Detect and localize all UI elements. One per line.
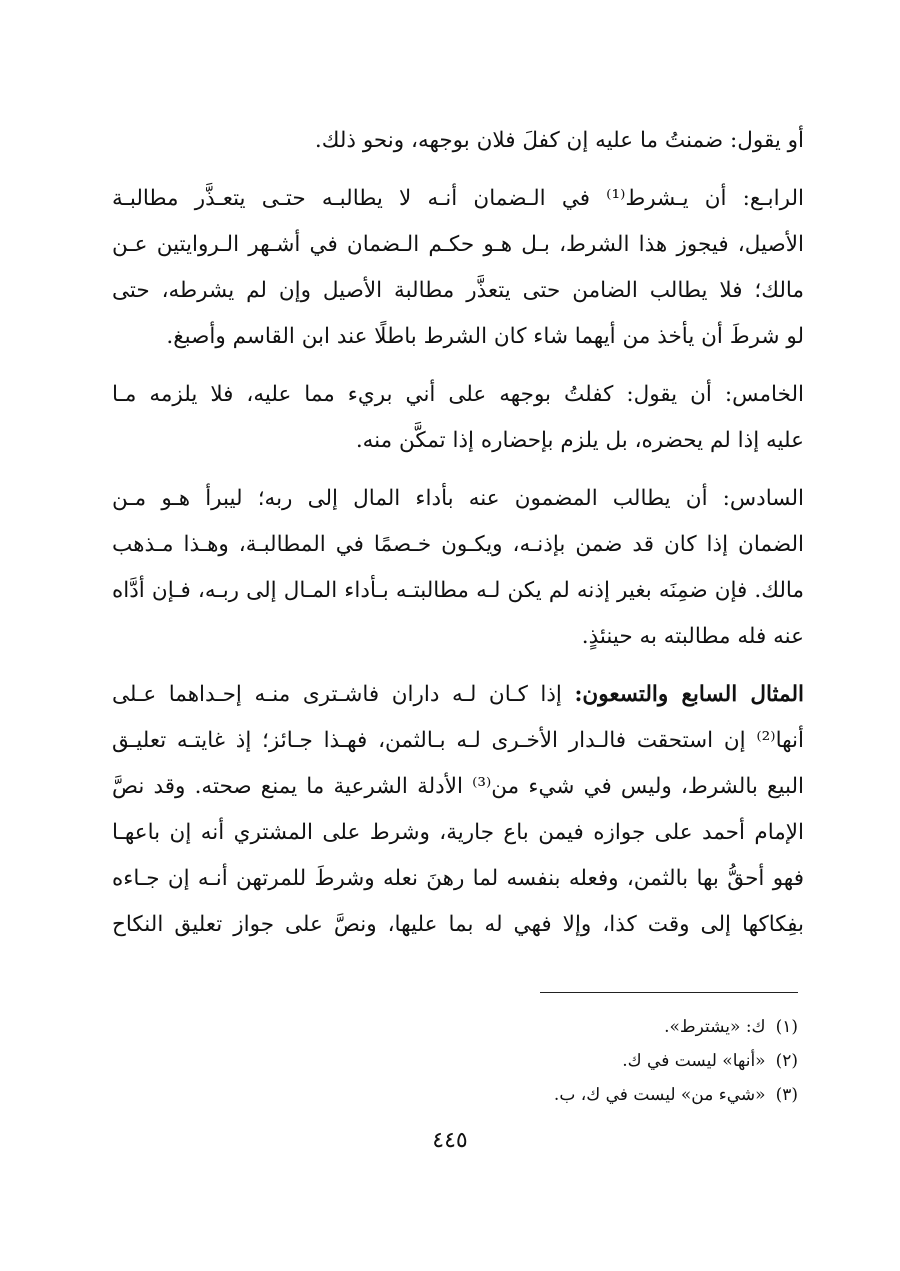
paragraph-5 [112, 672, 804, 948]
paragraph-2 [112, 176, 804, 360]
footnote-text: «أنها» ليست في ك. [622, 1051, 766, 1071]
footnote-text: ك: «يشترط». [664, 1017, 766, 1037]
text-line: الرابـع: أن يـشرط⁽¹⁾ في الـضمان أنـه لا يطالبـه حتـى يتعـذَّر مطالبـة [112, 186, 804, 211]
footnote-divider [540, 992, 798, 993]
footnote-2 [300, 1044, 798, 1078]
footnote-number: (١) [775, 1017, 798, 1037]
footnotes [300, 1010, 798, 1112]
text-line: عليه إذا لم يحضره، بل يلزم بإحضاره إذا تمكَّن منه. [355, 428, 804, 453]
paragraph-1 [112, 118, 804, 164]
text-line: لو شرطَ أن يأخذ من أيهما شاء كان الشرط باطلًا عند ابن القاسم وأصبغ. [166, 324, 804, 349]
footnote-number: (٣) [775, 1085, 798, 1105]
text-line: الخامس: أن يقول: كفلتُ بوجهه على أني بريء مما عليه، فلا يلزمه مـا [112, 382, 804, 407]
paragraph-4 [112, 476, 804, 660]
text-line: مالك. فإن ضمِنَه بغير إذنه لم يكن لـه مطالبتـه بـأداء المـال إلى ربـه، فـإن أدَّاه [112, 578, 804, 603]
paragraph-3 [112, 372, 804, 464]
section-heading: المثال السابع والتسعون: [574, 682, 804, 707]
text-line-rest: إذا كـان لـه داران فاشـترى منـه إحـداهما عـلى [112, 682, 575, 707]
footnote-3 [300, 1078, 798, 1112]
main-text [112, 118, 804, 948]
footnote-number: (٢) [775, 1051, 798, 1071]
footnote-1 [300, 1010, 798, 1044]
text-line: عنه فله مطالبته به حينئذٍ. [581, 624, 804, 649]
text-line: بفِكاكها إلى وقت كذا، وإلا فهي له بما عليها، ونصَّ على جواز تعليق النكاح [112, 912, 804, 937]
text-line: أنها⁽²⁾ إن استحقت فالـدار الأخـرى لـه بـالثمن، فهـذا جـائز؛ إذ غايتـه تعليـق [112, 728, 804, 753]
text-line: السادس: أن يطالب المضمون عنه بأداء المال إلى ربه؛ ليبرأ هـو مـن [112, 486, 804, 511]
page-number: ٤٤٥ [432, 1128, 468, 1153]
text-line [112, 672, 804, 718]
text-line: الضمان إذا كان قد ضمن بإذنـه، ويكـون خـصمًا في المطالبـة، وهـذا مـذهب [112, 532, 804, 557]
text-line: البيع بالشرط، وليس في شيء من⁽³⁾ الأدلة الشرعية ما يمنع صحته. وقد نصَّ [112, 774, 804, 799]
text-line: الأصيل، فيجوز هذا الشرط، بـل هـو حكـم الـضمان في أشـهر الـروايتين عـن [112, 232, 804, 257]
text-line: فهو أحقُّ بها بالثمن، وفعله بنفسه لما رهنَ نعله وشرطَ للمرتهن أنـه إن جـاءه [112, 866, 804, 891]
text-line: أو يقول: ضمنتُ ما عليه إن كفلَ فلان بوجهه، ونحو ذلك. [314, 128, 804, 153]
text-line: الإمام أحمد على جوازه فيمن باع جارية، وشرط على المشتري أنه إن باعهـا [112, 820, 804, 845]
text-line: مالك؛ فلا يطالب الضامن حتى يتعذَّر مطالبة الأصيل وإن لم يشرطه، حتى [112, 278, 804, 303]
footnote-text: «شيء من» ليست في ك، ب. [553, 1085, 766, 1105]
